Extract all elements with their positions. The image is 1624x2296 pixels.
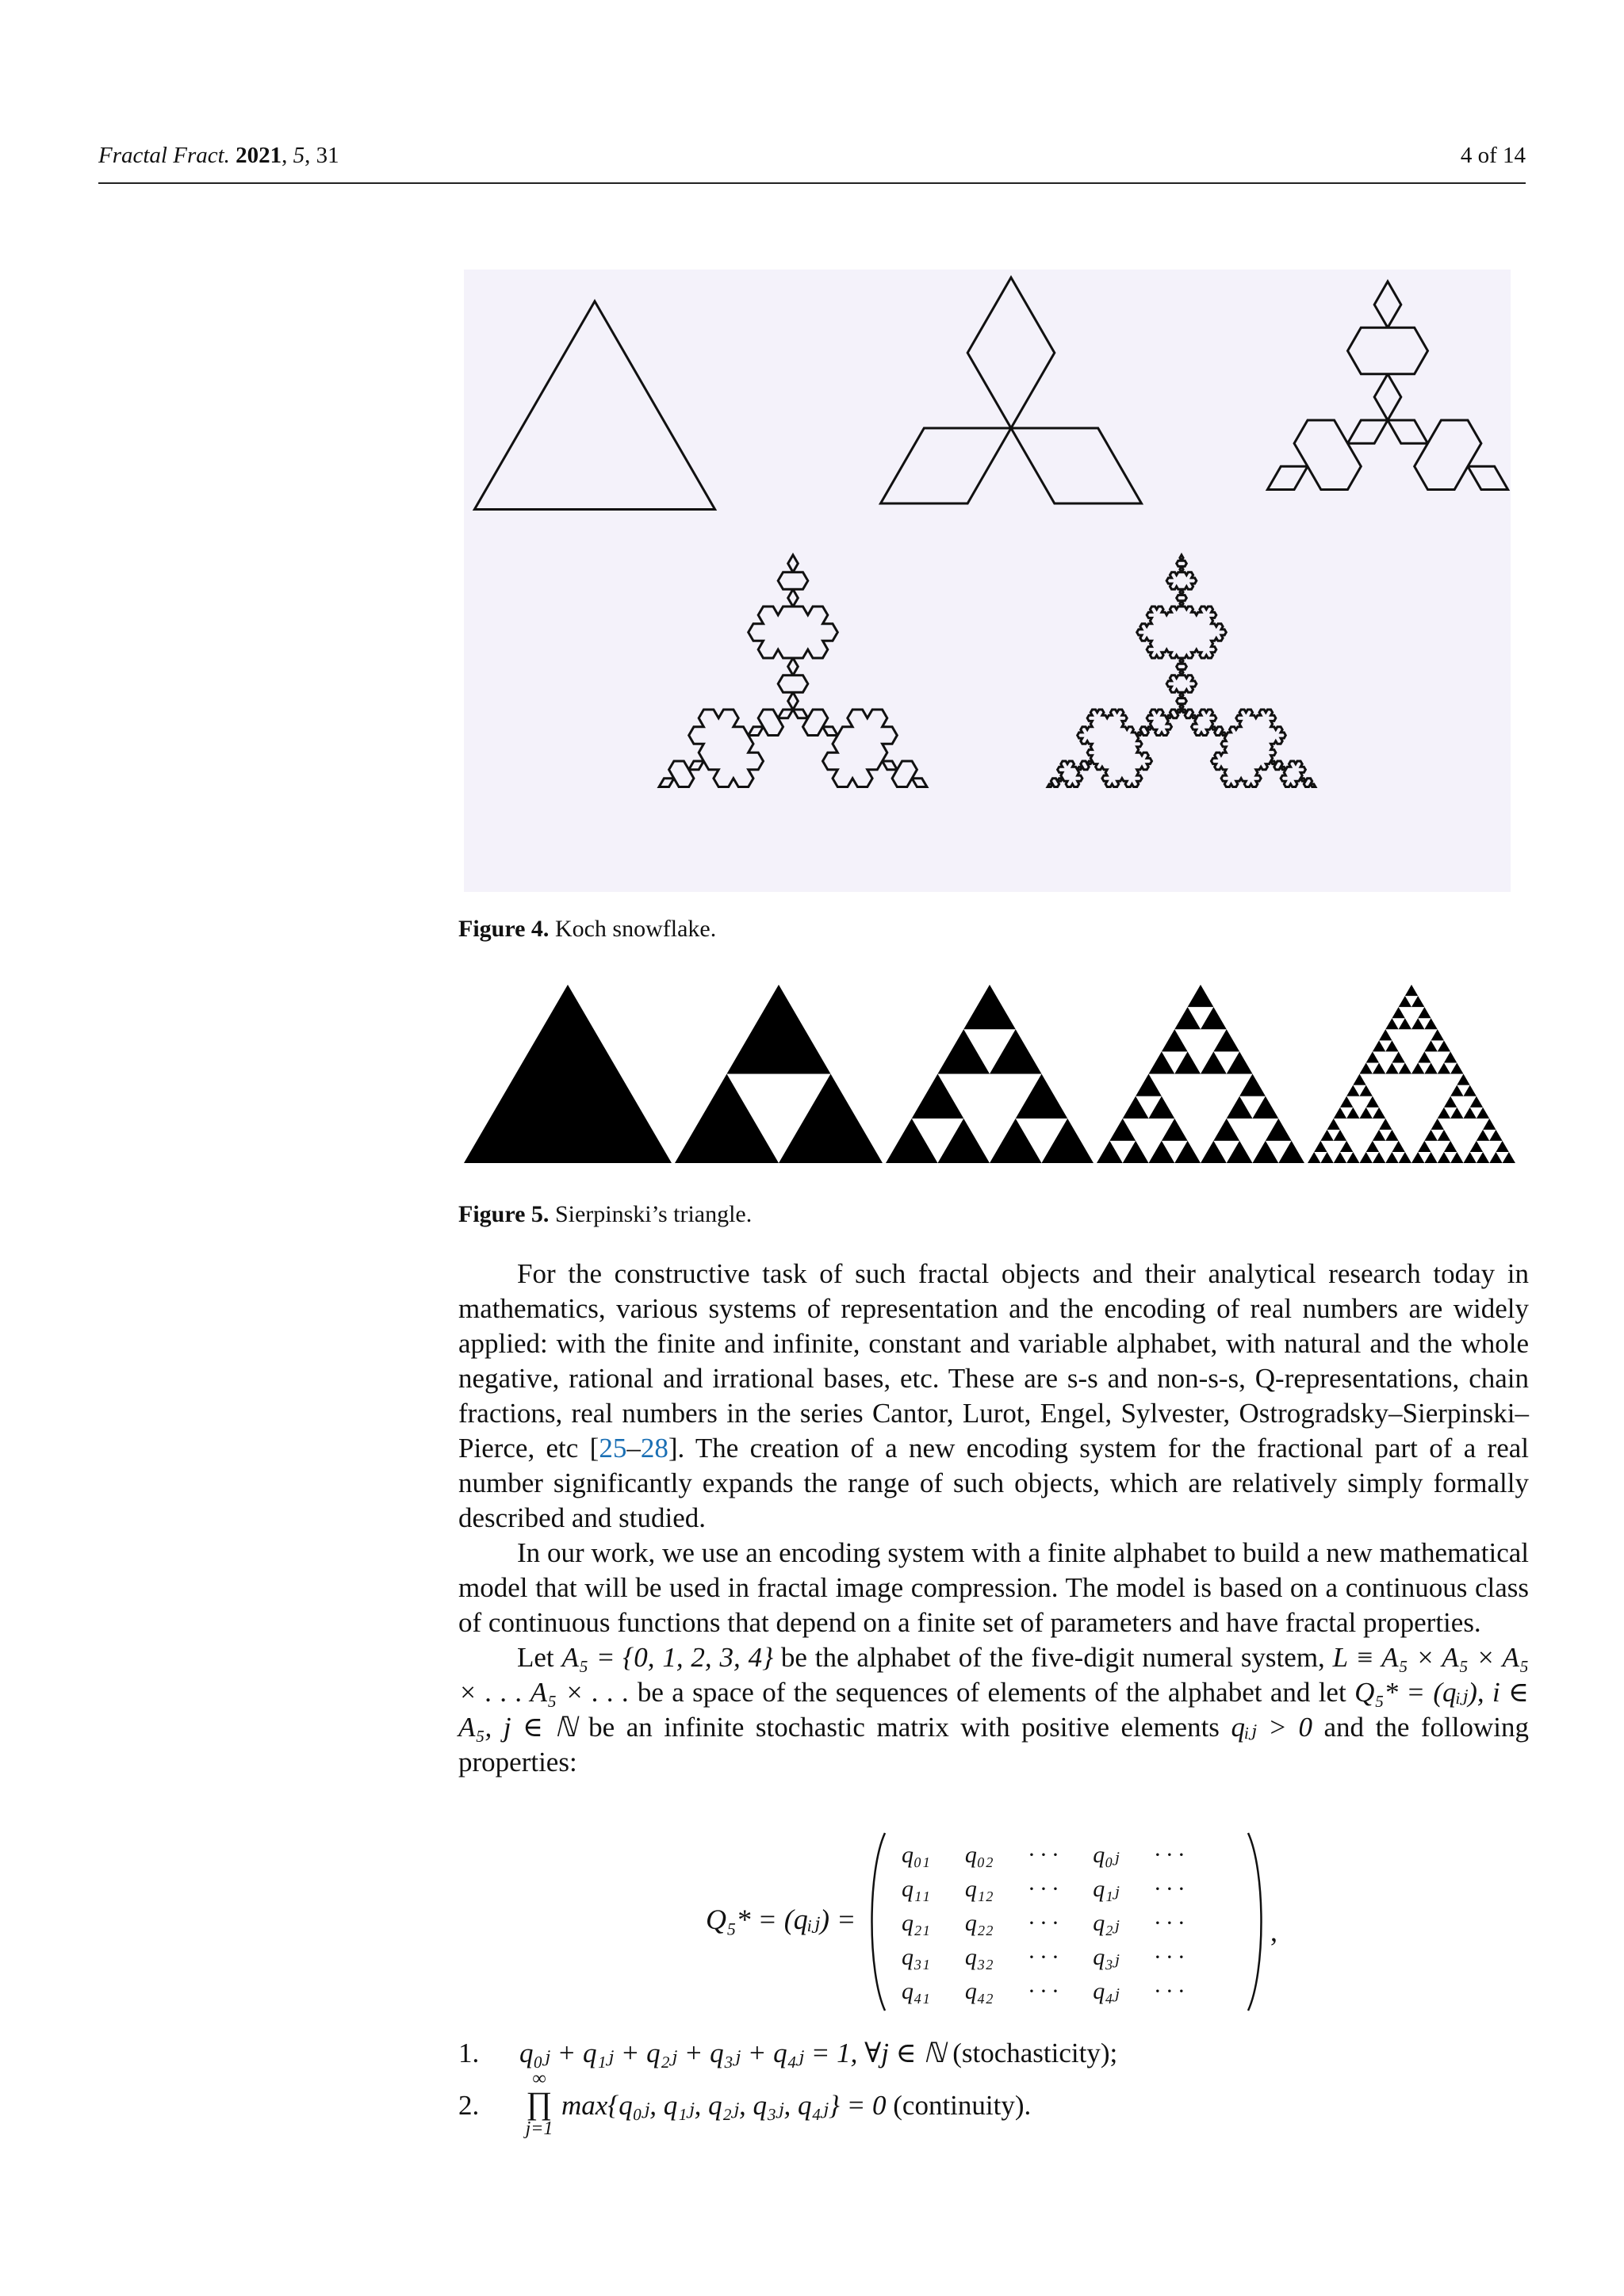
sierpinski-cell [1489, 1130, 1502, 1141]
sierpinski-cell [1253, 1141, 1279, 1163]
sierpinski-cell [1444, 1051, 1457, 1062]
sierpinski-cell [1340, 1096, 1353, 1108]
matrix-cell: q₁ⱼ [1093, 1876, 1120, 1902]
sierpinski-cell [1136, 1074, 1162, 1096]
sierpinski-cell [1444, 1141, 1457, 1152]
sierpinski-cell [1464, 1152, 1477, 1163]
sierpinski-cell [1457, 1074, 1469, 1085]
sierpinski-iteration-3 [1097, 985, 1304, 1163]
sierpinski-cell [1431, 1029, 1444, 1040]
koch-snowflake-drawing [464, 270, 1511, 892]
matrix-cell: q₄₂ [964, 1977, 994, 2004]
sierpinski-cell [1418, 1141, 1431, 1152]
sierpinski-cell [1123, 1096, 1149, 1119]
sierpinski-cell [1360, 1152, 1373, 1163]
sierpinski-cell [1360, 1108, 1373, 1119]
sierpinski-cell [1149, 1096, 1175, 1119]
sierpinski-cell [912, 1074, 964, 1119]
product-operator: ∞ ∏ j=1 [525, 2068, 553, 2139]
matrix-cell: q₂₂ [964, 1909, 994, 1936]
koch-iteration-0 [474, 301, 714, 510]
matrix-cell: · · · [1028, 1909, 1059, 1936]
figure4-caption: Figure 4. Koch snowflake. [458, 916, 717, 942]
sierpinski-iteration-0 [464, 985, 672, 1163]
sierpinski-cell [1411, 1062, 1424, 1073]
sierpinski-cell [1431, 1119, 1444, 1130]
matrix-row [884, 1838, 1201, 1872]
sierpinski-cell [1353, 1074, 1365, 1085]
sierpinski-cell [1385, 1040, 1398, 1051]
matrix-cell: q₂₁ [902, 1909, 930, 1936]
journal-citation: Fractal Fract. 2021, 5, 31 [98, 143, 339, 168]
sierpinski-cell [1042, 1119, 1094, 1163]
sierpinski-cell [1174, 1141, 1201, 1163]
sierpinski-cell [1483, 1119, 1496, 1130]
matrix-cell: · · · [1154, 1943, 1185, 1970]
sierpinski-cell [1213, 1119, 1239, 1141]
sierpinski-drawing [464, 983, 1526, 1169]
sierpinski-iteration-2 [886, 985, 1094, 1163]
sierpinski-cell [1373, 1040, 1385, 1051]
page-header [98, 143, 1526, 184]
sierpinski-cell [1188, 985, 1214, 1007]
page-number: 4 of 14 [1460, 143, 1526, 168]
sierpinski-cell [1346, 1152, 1359, 1163]
matrix-cell: q₄₁ [902, 1977, 930, 2004]
sierpinski-cell [1314, 1141, 1327, 1152]
sierpinski-cell [1149, 1051, 1175, 1073]
sierpinski-cell [990, 1119, 1042, 1163]
sierpinski-cell [727, 985, 831, 1074]
matrix-row [884, 1872, 1201, 1906]
sierpinski-cell [1489, 1152, 1502, 1163]
matrix-cell: q₁₁ [902, 1875, 930, 1902]
matrix-cell: q₀₂ [964, 1841, 994, 1868]
sierpinski-cell [1450, 1108, 1463, 1119]
matrix-cell: q₃₁ [902, 1943, 930, 1970]
matrix-cell: · · · [1154, 1977, 1185, 2004]
sierpinski-cell [1503, 1152, 1515, 1163]
sierpinski-cell [1424, 1040, 1437, 1051]
sierpinski-cell [1411, 996, 1424, 1007]
matrix-cell: q₀ⱼ [1093, 1842, 1120, 1868]
sierpinski-cell [1360, 1062, 1373, 1073]
sierpinski-iteration-4 [1308, 985, 1515, 1163]
sierpinski-cell [1424, 1152, 1437, 1163]
matrix-cell: q₄ⱼ [1093, 1978, 1120, 2004]
matrix-cell: · · · [1154, 1875, 1185, 1902]
sierpinski-cell [1340, 1141, 1353, 1152]
matrix-row [884, 1974, 1201, 2008]
sierpinski-cell [1438, 1108, 1450, 1119]
sierpinski-cell [1227, 1096, 1253, 1119]
sierpinski-cell [1411, 1152, 1424, 1163]
sierpinski-cell [1360, 1085, 1373, 1096]
sierpinski-cell [1379, 1029, 1392, 1040]
sierpinski-cell [1399, 1062, 1411, 1073]
right-paren [1245, 1831, 1269, 2012]
sierpinski-cell [1320, 1152, 1333, 1163]
sierpinski-cell [1464, 1108, 1477, 1119]
sierpinski-cell [1366, 1051, 1379, 1062]
matrix-comma: , [1270, 1915, 1277, 1947]
sierpinski-triangle-figure [464, 983, 1526, 1169]
sierpinski-cell [1464, 1085, 1477, 1096]
matrix-cell: · · · [1028, 1943, 1059, 1970]
sierpinski-cell [1477, 1130, 1489, 1141]
koch-snowflake-figure [464, 270, 1511, 892]
sierpinski-cell [1424, 1130, 1437, 1141]
matrix-cell: q₀₁ [902, 1841, 930, 1868]
sierpinski-cell [1399, 1152, 1411, 1163]
sierpinski-cell [1385, 1130, 1398, 1141]
koch-iteration-3 [659, 555, 927, 787]
sierpinski-cell [1109, 1119, 1136, 1141]
sierpinski-cell [1366, 1141, 1379, 1152]
sierpinski-cell [1320, 1130, 1333, 1141]
sierpinski-cell [675, 1074, 779, 1164]
paragraph-2: In our work, we use an encoding system with a finite alphabet to build a new mathematical model that will be used in fractal image compression. The model is based on a continuous class of continuous functions that depend on a finite set of parameters and have fractal properties. [458, 1537, 1529, 1638]
sierpinski-cell [1450, 1085, 1463, 1096]
sierpinski-cell [1253, 1096, 1279, 1119]
sierpinski-cell [1399, 1018, 1411, 1029]
body-text [458, 1257, 1529, 1780]
citation-link-25[interactable]: 25 [599, 1433, 627, 1464]
sierpinski-cell [1213, 1029, 1239, 1051]
matrix-cell: q₂ⱼ [1093, 1910, 1120, 1936]
matrix-cell: · · · [1154, 1841, 1185, 1868]
sierpinski-cell [1174, 1007, 1201, 1029]
sierpinski-cell [1308, 1152, 1320, 1163]
matrix-cell: · · · [1028, 1875, 1059, 1902]
sierpinski-cell [1496, 1141, 1508, 1152]
sierpinski-cell [990, 1029, 1042, 1073]
sierpinski-cell [1016, 1074, 1068, 1119]
sierpinski-cell [1278, 1141, 1304, 1163]
sierpinski-cell [1162, 1029, 1188, 1051]
sierpinski-cell [1227, 1051, 1253, 1073]
matrix-row [884, 1906, 1201, 1940]
matrix-lhs: Q₅* = (qᵢⱼ) = [706, 1904, 856, 1935]
sierpinski-iteration-1 [675, 985, 883, 1163]
matrix-cell: q₃₂ [964, 1943, 994, 1970]
sierpinski-cell [1438, 1040, 1450, 1051]
koch-iteration-1 [881, 277, 1142, 503]
sierpinski-cell [779, 1074, 883, 1164]
sierpinski-cell [1373, 1152, 1385, 1163]
sierpinski-cell [1392, 1007, 1404, 1018]
sierpinski-cell [1239, 1074, 1266, 1096]
paragraph-3: Let A₅ = {0, 1, 2, 3, 4} be the alphabet of the five-digit numeral system, L ≡ A₅ × A₅ × A₅ × . . . A₅ × . . . be a space of the sequences of elements of the alphabet and let Q₅* = (qᵢⱼ), i ∈ A₅, j ∈ ℕ be an infinite stochastic matrix with positive elements qᵢⱼ > 0 and the following properties: [458, 1642, 1530, 1777]
sierpinski-cell [1373, 1062, 1385, 1073]
matrix-cell: · · · [1028, 1841, 1059, 1868]
sierpinski-cell [1149, 1141, 1175, 1163]
matrix-body [884, 1838, 1201, 2008]
sierpinski-cell [1385, 1062, 1398, 1073]
sierpinski-cell [1411, 1018, 1424, 1029]
matrix-cell: q₃ⱼ [1093, 1944, 1120, 1970]
sierpinski-cell [1438, 1130, 1450, 1141]
figure5-caption: Figure 5. Sierpinski’s triangle. [458, 1201, 753, 1227]
sierpinski-cell [1201, 1051, 1227, 1073]
sierpinski-cell [1444, 1096, 1457, 1108]
sierpinski-cell [1392, 1051, 1404, 1062]
sierpinski-cell [1450, 1062, 1463, 1073]
sierpinski-cell [1201, 1007, 1227, 1029]
sierpinski-cell [1334, 1152, 1346, 1163]
sierpinski-cell [1399, 996, 1411, 1007]
sierpinski-cell [1366, 1096, 1379, 1108]
sierpinski-cell [1174, 1051, 1201, 1073]
sierpinski-cell [1266, 1119, 1292, 1141]
sierpinski-cell [963, 985, 1016, 1029]
sierpinski-cell [1470, 1141, 1483, 1152]
sierpinski-cell [1373, 1130, 1385, 1141]
sierpinski-cell [1385, 1152, 1398, 1163]
citation-link-28[interactable]: 28 [640, 1433, 668, 1464]
paragraph-1: For the constructive task of such fractal objects and their analytical research today in mathematics, various systems of representation and the encoding of real numbers are widely applied: with the finite and infinite, constant and variable alphabet, with natural and the whole negative, rational and irrational bases, etc. These are s-s and non-s-s, Q-representations, chain fractions, real numbers in the series Cantor, Lurot, Engel, Sylvester, Ostrogradsky–Sierpinski–Pierce, etc [25–28]. The creation of a new encoding system for the fractional part of a real number significantly expands the range of such objects, which are relatively simply formally described and studied. [458, 1258, 1530, 1533]
sierpinski-cell [938, 1119, 990, 1163]
sierpinski-cell [1418, 1051, 1431, 1062]
sierpinski-cell [1470, 1096, 1483, 1108]
matrix-cell: · · · [1028, 1977, 1059, 2004]
sierpinski-cell [1123, 1141, 1149, 1163]
sierpinski-cell [464, 985, 672, 1163]
sierpinski-cell [1346, 1085, 1359, 1096]
sierpinski-cell [1097, 1141, 1123, 1163]
sierpinski-cell [1424, 1018, 1437, 1029]
sierpinski-cell [1450, 1152, 1463, 1163]
sierpinski-cell [1424, 1062, 1437, 1073]
matrix-equation [706, 1831, 1308, 2014]
matrix-cell: q₁₂ [964, 1875, 994, 1902]
sierpinski-cell [1334, 1130, 1346, 1141]
matrix-cell: · · · [1154, 1909, 1185, 1936]
sierpinski-cell [1405, 985, 1418, 996]
sierpinski-cell [1379, 1119, 1392, 1130]
sierpinski-cell [1392, 1141, 1404, 1152]
sierpinski-cell [1346, 1108, 1359, 1119]
koch-iteration-2 [1267, 281, 1507, 490]
matrix-row [884, 1940, 1201, 1974]
sierpinski-cell [1477, 1108, 1489, 1119]
sierpinski-cell [1418, 1007, 1431, 1018]
sierpinski-cell [1327, 1119, 1340, 1130]
sierpinski-cell [886, 1119, 938, 1163]
sierpinski-cell [938, 1029, 990, 1073]
sierpinski-cell [1438, 1152, 1450, 1163]
sierpinski-cell [1477, 1152, 1489, 1163]
koch-iteration-4 [1048, 555, 1316, 787]
sierpinski-cell [1438, 1062, 1450, 1073]
sierpinski-cell [1201, 1141, 1227, 1163]
sierpinski-cell [1385, 1018, 1398, 1029]
sierpinski-cell [1162, 1119, 1188, 1141]
sierpinski-cell [1334, 1108, 1346, 1119]
matrix-table [884, 1838, 1201, 2008]
sierpinski-cell [1373, 1108, 1385, 1119]
sierpinski-cell [1227, 1141, 1253, 1163]
